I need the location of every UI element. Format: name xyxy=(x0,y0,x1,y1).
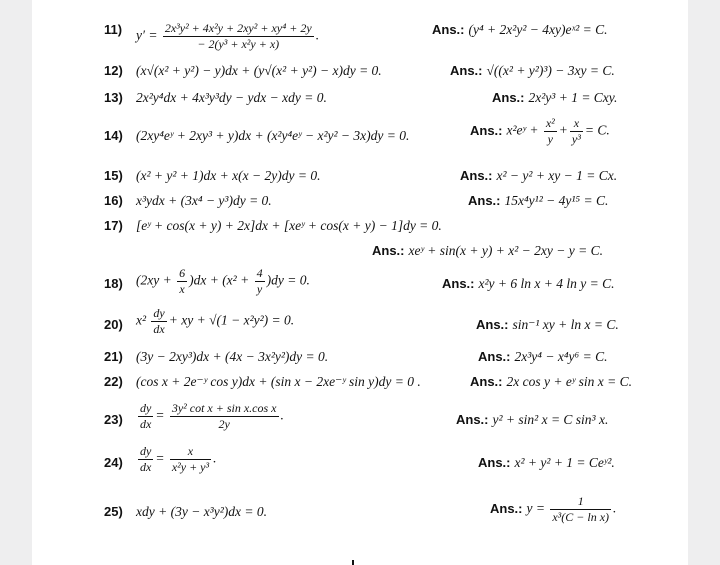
equation: xdy + (3y − x³y²)dx = 0. xyxy=(136,504,267,519)
equation: x² $\frac{dy}{dx}$ + xy + √(1 − x²y²) = 0. xyxy=(136,306,295,336)
equation: [eʸ + cos(x + y) + 2x]dx + [xeʸ + cos(x + y) − 1]dy = 0. xyxy=(136,218,442,233)
equation: (2xy⁴eʸ + 2xy³ + y)dx + (x²y⁴eʸ − x²y² − 3x)dy = 0. xyxy=(136,128,410,143)
worksheet-page: 11) y′ = $\frac{\text{2x³y² + 4x²y + 2xy² + xy⁴ + 2y}}{\text{− 2(y³ + x²y + x)}}$ . Ans.: (y⁴ + 2x²y² − 4xy)eˣ² = C. 12) (x√(x² + y²) − y)dx + (y√(x² + y²) − x)dy = 0. Ans.: √((x² + y²)³) − 3xy = C. 13) 2x²y⁴dx + 4x³y³dy − ydx − xdy = 0. Ans.: 2x²y³ + 1 = Cxy. 14) (2xy⁴eʸ + 2xy³ + y)dx + (x²y⁴eʸ − x²y² − 3x)dy = 0. Ans.: x²eʸ + $\frac{\text{x²}}{y}$ + $\frac{x}{\text{y³}}$ = C. 15) (x² + y² + 1)dx + x(x − 2y)dy = 0. Ans.: x² − y² + xy − 1 = Cx. 16) x³ydx + (3x⁴ − y³)dy = 0. Ans.: 15x⁴y¹² − 4y¹⁵ = C. 17) [eʸ + cos(x + y) + 2x]dx + [xeʸ + cos(x + y) − 1]dy = 0. Ans.: xeʸ + sin(x + y) + x² − 2xy − y = C. 18) (2xy + $\frac{6}{x}$ )dx + (x² + $\frac{4}{y}$ )dy = 0. Ans.: x²y + 6 ln x + 4 ln y = C. 20) x² $\frac{dy}{dx}$ + xy + √(1 − x²y²) = 0. Ans.: sin⁻¹ xy + ln x = C. 21) (3y − 2xy³)dx + (4x − 3x²y²)dy = 0. Ans.: 2x³y⁴ − x⁴y⁶ = C. 22) (cos x + 2e⁻ʸ cos y)dx + (sin x − 2xe⁻ʸ sin y)dy = 0 . Ans.: 2x cos y + eʸ sin x = C. 23) $\frac{dy}{dx}$ = $\frac{\text{3y² cot x + sin x.cos x}}{2y}$ . Ans.: y² + sin² x = C sin³ x. 24) $\frac{dy}{dx}$ = $\frac{x}{\text{x²y + y³}}$ . Ans.: x² + y² + 1 = Ceʸ². 25) xdy + (3y − x³y²)dx = 0. Ans.: y = $\frac{1}{\text{x³(C − ln x)}}$ . xyxy=(32,0,688,565)
answer: Ans.: y = $\frac{1}{\text{x³(C − ln x)}}$ . xyxy=(490,494,617,524)
answer: Ans.: xeʸ + sin(x + y) + x² − 2xy − y = C. xyxy=(372,243,603,258)
equation: (2xy + $\frac{6}{x}$ )dx + (x² + $\frac{4}{y}$ )dy = 0. xyxy=(136,266,310,296)
answer: Ans.: x²eʸ + $\frac{\text{x²}}{y}$ + $\frac{x}{\text{y³}}$ = C. xyxy=(470,116,610,146)
equation: (cos x + 2e⁻ʸ cos y)dx + (sin x − 2xe⁻ʸ sin y)dy = 0 . xyxy=(136,374,421,389)
answer: Ans.: y² + sin² x = C sin³ x. xyxy=(456,412,609,427)
equation: (x² + y² + 1)dx + x(x − 2y)dy = 0. xyxy=(136,168,321,183)
answer: Ans.: x²y + 6 ln x + 4 ln y = C. xyxy=(442,276,615,291)
answer: Ans.: √((x² + y²)³) − 3xy = C. xyxy=(450,63,615,78)
answer: Ans.: 2x²y³ + 1 = Cxy. xyxy=(492,90,618,105)
page-mark xyxy=(352,560,354,565)
answer: Ans.: x² − y² + xy − 1 = Cx. xyxy=(460,168,618,183)
answer: Ans.: (y⁴ + 2x²y² − 4xy)eˣ² = C. xyxy=(432,22,608,37)
equation: x³ydx + (3x⁴ − y³)dy = 0. xyxy=(136,193,272,208)
equation: $\frac{dy}{dx}$ = $\frac{x}{\text{x²y + y³}}$ . xyxy=(140,444,217,474)
answer: Ans.: 2x³y⁴ − x⁴y⁶ = C. xyxy=(478,349,608,364)
equation: $\frac{dy}{dx}$ = $\frac{\text{3y² cot x + sin x.cos x}}{2y}$ . xyxy=(140,401,284,431)
equation: 2x²y⁴dx + 4x³y³dy − ydx − xdy = 0. xyxy=(136,90,327,105)
answer: Ans.: 15x⁴y¹² − 4y¹⁵ = C. xyxy=(468,193,609,208)
answer: Ans.: sin⁻¹ xy + ln x = C. xyxy=(476,317,619,332)
answer: Ans.: x² + y² + 1 = Ceʸ². xyxy=(478,455,615,470)
equation: (3y − 2xy³)dx + (4x − 3x²y²)dy = 0. xyxy=(136,349,329,364)
equation: (x√(x² + y²) − y)dx + (y√(x² + y²) − x)dy = 0. xyxy=(136,63,382,78)
equation: y′ = $\frac{\text{2x³y² + 4x²y + 2xy² + xy⁴ + 2y}}{\text{− 2(y³ + x²y + x)}}$ . xyxy=(136,21,320,51)
answer: Ans.: 2x cos y + eʸ sin x = C. xyxy=(470,374,633,389)
